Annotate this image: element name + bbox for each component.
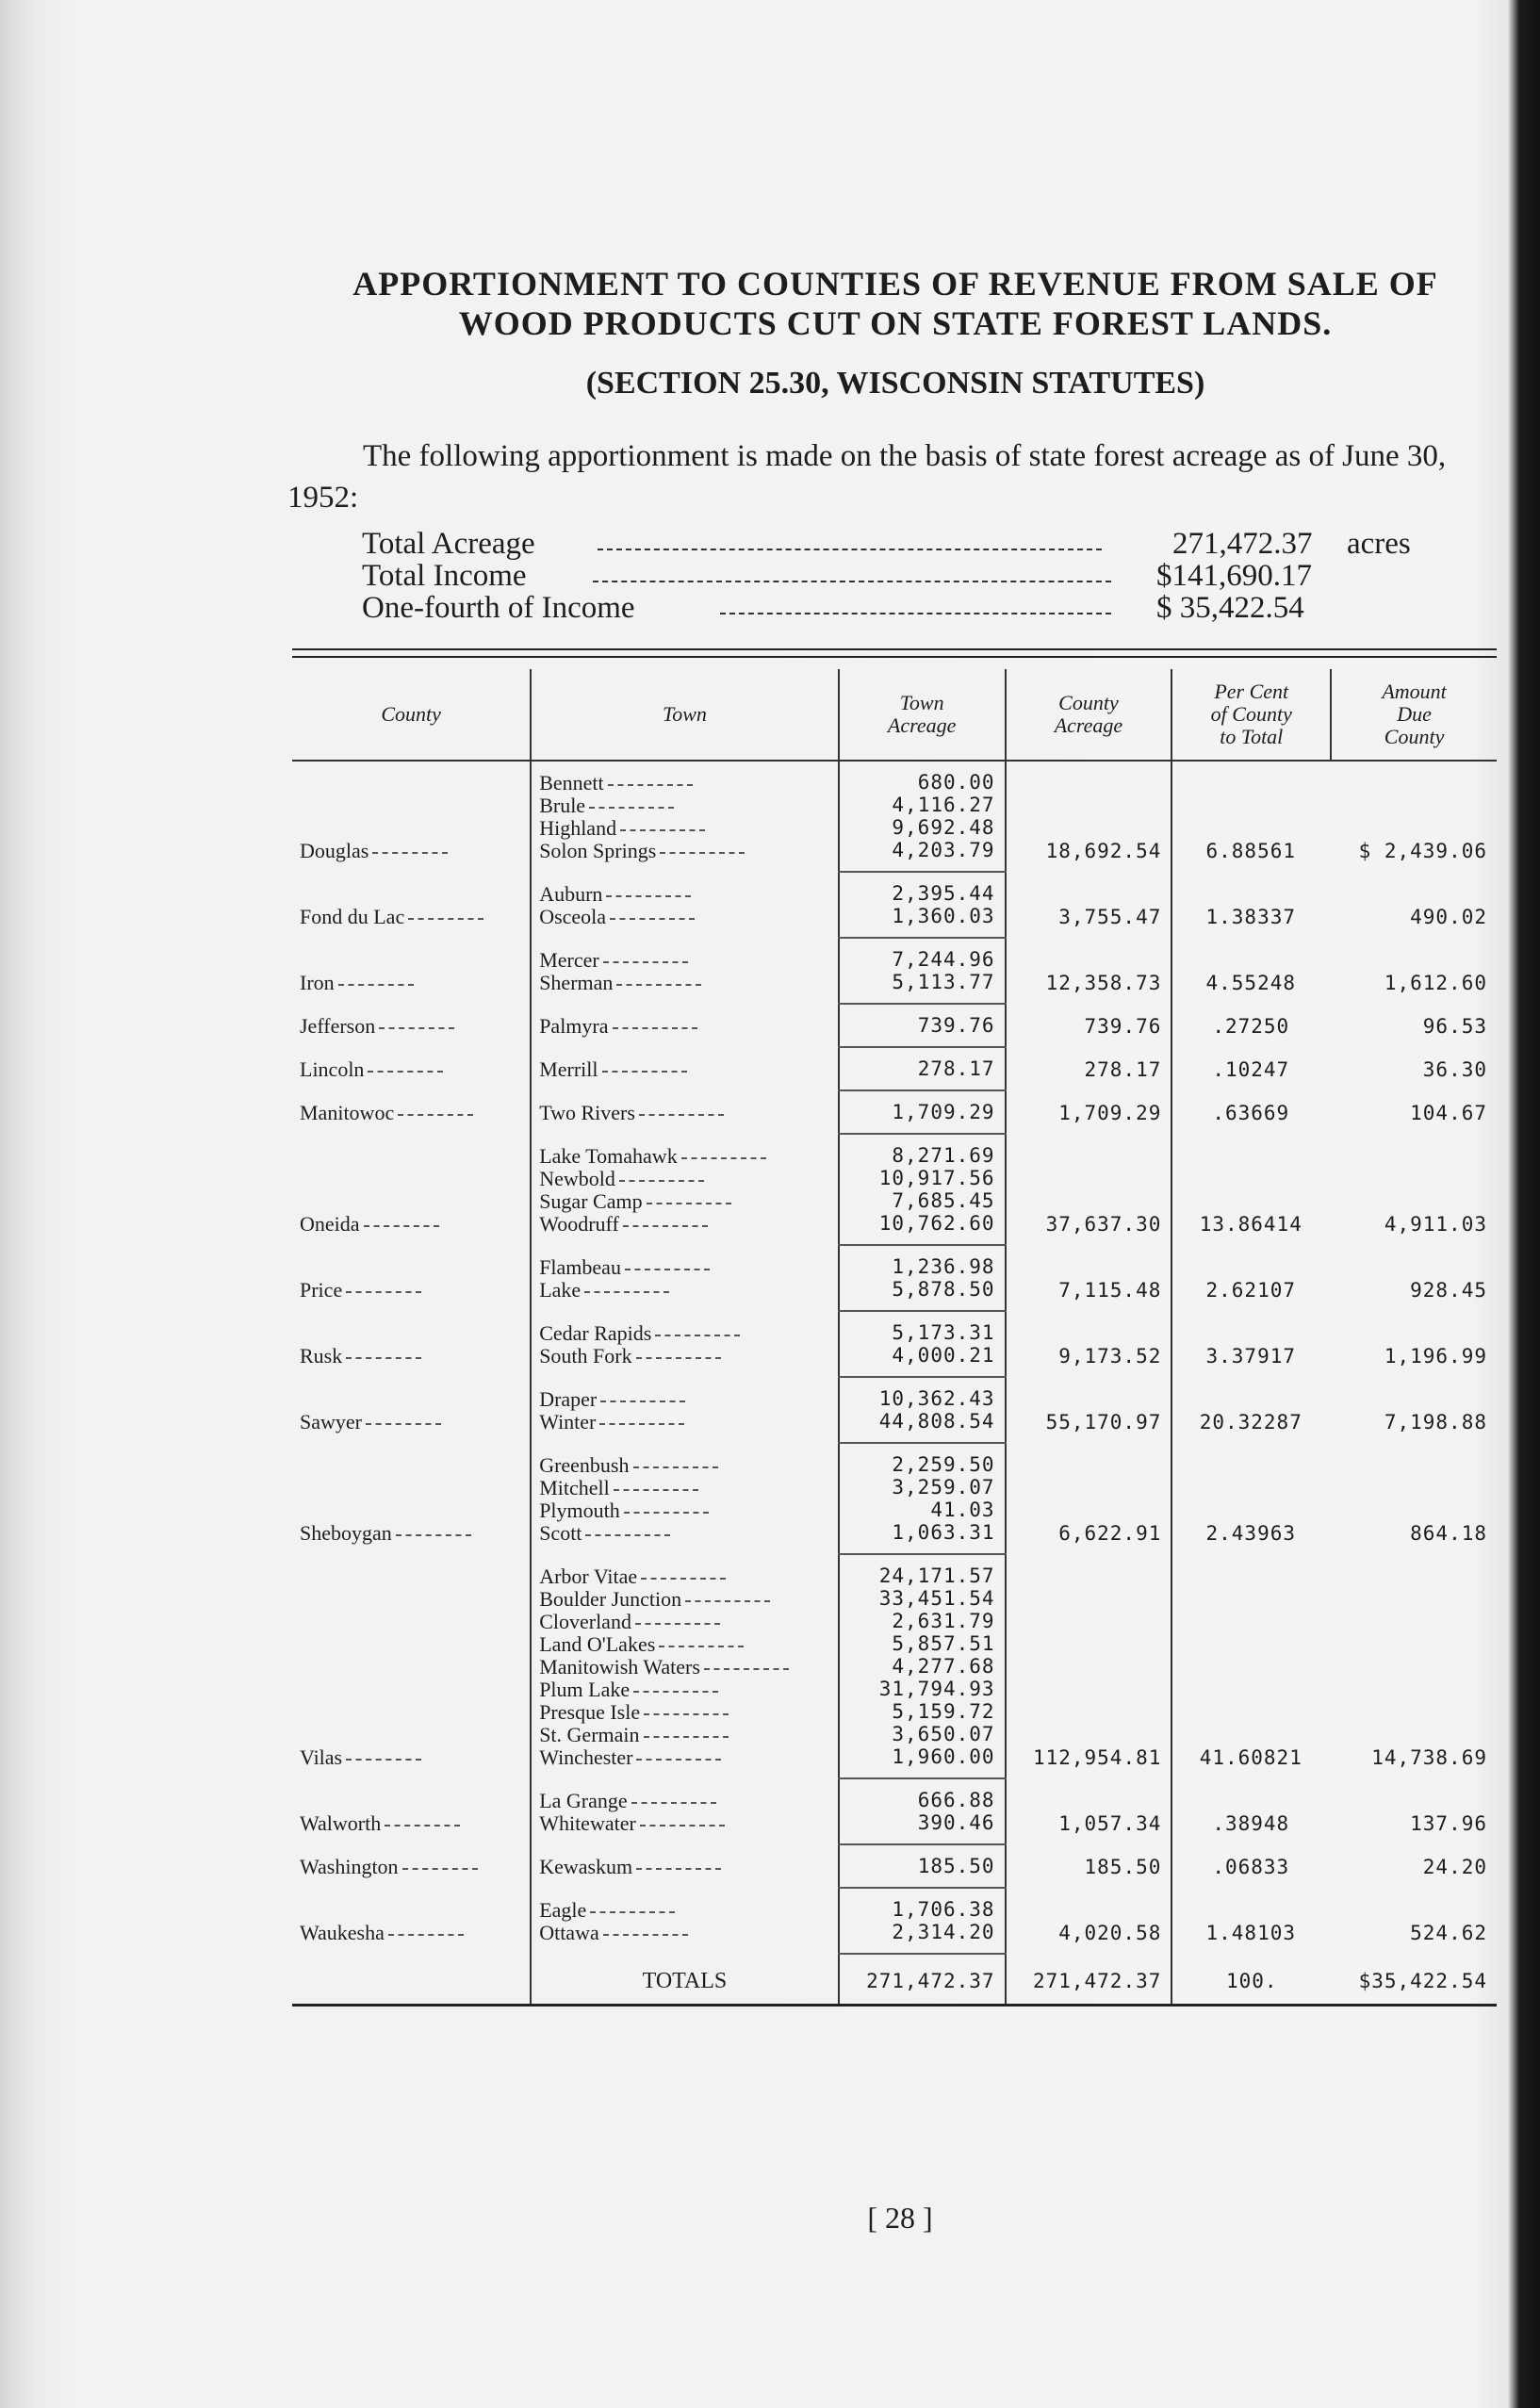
- county-name: Fond du Lac: [300, 905, 483, 928]
- town-name: Cedar Rapids: [539, 1322, 828, 1345]
- county-acreage-cell: 12,358.73: [1006, 938, 1172, 1004]
- town-name: Flambeau: [539, 1256, 828, 1279]
- town-name: Cloverland: [539, 1611, 828, 1633]
- county-cell: [292, 1311, 531, 1377]
- town-acreage-value: 278.17: [917, 1057, 995, 1080]
- total-acreage-label: Total Acreage: [362, 527, 535, 561]
- county-cell: [292, 1778, 531, 1844]
- county-name: Waukesha: [300, 1921, 464, 1944]
- county-name: Price: [300, 1278, 421, 1302]
- amount-due-cell: $ 2,439.06: [1358, 840, 1487, 862]
- county-cell: [292, 1554, 531, 1778]
- apportionment-table: [292, 669, 1497, 2007]
- per-cent-cell: 13.86414: [1171, 1134, 1331, 1245]
- town-name: Ottawa: [539, 1922, 828, 1944]
- town-acreage-cell: [839, 1844, 1006, 1888]
- table-body: [292, 761, 1497, 2006]
- table-row: [292, 1554, 1497, 1778]
- county-name: Vilas: [300, 1745, 421, 1769]
- amount-due-cell: 96.53: [1422, 1015, 1487, 1038]
- amount-due-cell: 928.45: [1410, 1279, 1487, 1302]
- town-acreage-value: 3,259.07: [892, 1476, 995, 1499]
- totals-per-cent: 100.: [1171, 1954, 1331, 2006]
- table-row: [292, 1311, 1497, 1377]
- town-name: St. Germain: [539, 1724, 828, 1746]
- town-acreage-value: 1,360.03: [892, 905, 995, 927]
- town-name: Woodruff: [539, 1213, 828, 1236]
- town-cell: [531, 1554, 839, 1778]
- town-acreage-cell: [839, 1047, 1006, 1090]
- town-name: Draper: [539, 1388, 828, 1411]
- totals-row: [292, 1954, 1497, 2006]
- table-row: [292, 1778, 1497, 1844]
- county-acreage-cell: 6,622.91: [1006, 1443, 1172, 1554]
- county-cell: [292, 1443, 531, 1554]
- summary-total-acreage: [362, 528, 1455, 560]
- town-cell: [531, 1311, 839, 1377]
- per-cent-cell: 20.32287: [1171, 1377, 1331, 1443]
- county-acreage-cell: 4,020.58: [1006, 1888, 1172, 1954]
- town-name: Manitowish Waters: [539, 1656, 828, 1679]
- town-name: Eagle: [539, 1899, 828, 1922]
- header-county: County: [292, 669, 531, 761]
- amount-due-cell: 36.30: [1422, 1058, 1487, 1081]
- town-name: Winter: [539, 1411, 828, 1433]
- totals-label: TOTALS: [531, 1954, 839, 2006]
- one-fourth-value: $ 35,422.54: [1156, 591, 1304, 625]
- county-cell: [292, 1844, 531, 1888]
- county-acreage-cell: 739.76: [1006, 1004, 1172, 1047]
- county-cell: [292, 938, 531, 1004]
- total-acreage-unit: acres: [1347, 527, 1411, 561]
- county-name: Iron: [300, 971, 414, 994]
- totals-town-acreage: 271,472.37: [839, 1954, 1006, 2006]
- title-line-2: WOOD PRODUCTS CUT ON STATE FOREST LANDS.: [458, 304, 1333, 342]
- one-fourth-label: One-fourth of Income: [362, 591, 635, 625]
- county-name: Walworth: [300, 1811, 460, 1835]
- town-name: La Grange: [539, 1790, 828, 1812]
- town-name: Auburn: [539, 883, 828, 906]
- divider-rule-bottom: [292, 656, 1497, 658]
- town-name: Presque Isle: [539, 1701, 828, 1724]
- town-acreage-cell: [839, 1443, 1006, 1554]
- summary-block: [362, 528, 1455, 624]
- county-acreage-cell: 185.50: [1006, 1844, 1172, 1888]
- title-line-1: APPORTIONMENT TO COUNTIES OF REVENUE FROM SALE OF: [352, 265, 1438, 303]
- per-cent-cell: 41.60821: [1171, 1554, 1331, 1778]
- amount-due-cell: 524.62: [1410, 1922, 1487, 1944]
- town-name: Lake: [539, 1279, 828, 1302]
- town-acreage-value: 10,362.43: [878, 1387, 995, 1410]
- county-acreage-cell: 1,057.34: [1006, 1778, 1172, 1844]
- county-cell: [292, 872, 531, 938]
- county-cell: [292, 1047, 531, 1090]
- county-acreage-cell: 278.17: [1006, 1047, 1172, 1090]
- town-acreage-value: 5,173.31: [892, 1321, 995, 1344]
- town-acreage-value: 1,063.31: [892, 1521, 995, 1544]
- county-name: Sawyer: [300, 1410, 441, 1433]
- town-acreage-value: 1,960.00: [892, 1745, 995, 1768]
- town-acreage-value: 390.46: [917, 1811, 995, 1834]
- divider-rule-top: [292, 648, 1497, 650]
- table-row: [292, 1134, 1497, 1245]
- town-name: Newbold: [539, 1168, 828, 1190]
- town-name: Mercer: [539, 949, 828, 972]
- per-cent-cell: .06833: [1171, 1844, 1331, 1888]
- town-acreage-value: 2,314.20: [892, 1921, 995, 1943]
- town-cell: [531, 1443, 839, 1554]
- totals-empty-cell: [292, 1954, 531, 2006]
- town-acreage-cell: [839, 1245, 1006, 1311]
- town-acreage-cell: [839, 1090, 1006, 1134]
- county-acreage-cell: 1,709.29: [1006, 1090, 1172, 1134]
- table-row: [292, 1443, 1497, 1554]
- town-acreage-value: 666.88: [917, 1789, 995, 1811]
- town-acreage-value: 2,259.50: [892, 1453, 995, 1476]
- town-acreage-value: 4,203.79: [892, 839, 995, 861]
- town-acreage-value: 5,113.77: [892, 971, 995, 993]
- per-cent-cell: 1.48103: [1171, 1888, 1331, 1954]
- town-acreage-value: 7,244.96: [892, 948, 995, 971]
- per-cent-cell: .63669: [1171, 1090, 1331, 1134]
- table-row: [292, 1090, 1497, 1134]
- town-acreage-cell: [839, 761, 1006, 872]
- town-acreage-value: 4,277.68: [892, 1655, 995, 1678]
- town-acreage-value: 5,857.51: [892, 1632, 995, 1655]
- section-heading: (SECTION 25.30, WISCONSIN STATUTES): [585, 366, 1205, 401]
- per-cent-cell: 4.55248: [1171, 938, 1331, 1004]
- total-income-label: Total Income: [362, 559, 527, 593]
- town-name: Bennett: [539, 772, 828, 794]
- town-cell: [531, 872, 839, 938]
- town-acreage-value: 4,000.21: [892, 1344, 995, 1367]
- town-name: Whitewater: [539, 1812, 828, 1835]
- town-name: Merrill: [539, 1058, 828, 1081]
- table-row: [292, 1245, 1497, 1311]
- header-town: Town: [531, 669, 839, 761]
- amount-due-cell: 1,612.60: [1384, 972, 1487, 994]
- town-name: Plum Lake: [539, 1679, 828, 1701]
- header-amount: Amount Due County: [1331, 669, 1497, 761]
- town-name: Highland: [539, 817, 828, 840]
- table-row: [292, 761, 1497, 872]
- amount-due-cell: 7,198.88: [1384, 1411, 1487, 1433]
- per-cent-cell: 1.38337: [1171, 872, 1331, 938]
- county-acreage-cell: 37,637.30: [1006, 1134, 1172, 1245]
- table-row: [292, 1047, 1497, 1090]
- town-cell: [531, 1047, 839, 1090]
- amount-due-cell: 104.67: [1410, 1102, 1487, 1124]
- county-acreage-cell: 112,954.81: [1006, 1554, 1172, 1778]
- town-acreage-value: 44,808.54: [878, 1410, 995, 1433]
- town-acreage-value: 1,709.29: [892, 1101, 995, 1123]
- town-name: Sherman: [539, 972, 828, 994]
- town-cell: [531, 1090, 839, 1134]
- county-acreage-cell: 55,170.97: [1006, 1377, 1172, 1443]
- town-cell: [531, 1778, 839, 1844]
- town-name: Arbor Vitae: [539, 1565, 828, 1588]
- county-name: Rusk: [300, 1344, 421, 1368]
- town-acreage-value: 1,236.98: [892, 1255, 995, 1278]
- table-header-row: [292, 669, 1497, 761]
- town-acreage-value: 2,631.79: [892, 1610, 995, 1632]
- county-name: Douglas: [300, 839, 448, 862]
- town-acreage-value: 5,878.50: [892, 1278, 995, 1301]
- amount-due-cell: 137.96: [1410, 1812, 1487, 1835]
- total-income-value: $141,690.17: [1156, 559, 1312, 593]
- town-acreage-cell: [839, 1554, 1006, 1778]
- county-name: Jefferson: [300, 1014, 454, 1038]
- summary-one-fourth: [362, 592, 1455, 624]
- town-name: Plymouth: [539, 1499, 828, 1522]
- town-acreage-value: 10,917.56: [878, 1167, 995, 1189]
- amount-due-cell: 14,738.69: [1371, 1746, 1487, 1769]
- town-acreage-value: 680.00: [917, 771, 995, 794]
- town-acreage-cell: [839, 1134, 1006, 1245]
- totals-amount: $35,422.54: [1331, 1954, 1497, 2006]
- town-name: Palmyra: [539, 1015, 828, 1038]
- town-acreage-value: 4,116.27: [892, 794, 995, 816]
- table-row: [292, 938, 1497, 1004]
- town-name: South Fork: [539, 1345, 828, 1368]
- town-name: Lake Tomahawk: [539, 1145, 828, 1168]
- town-acreage-cell: [839, 938, 1006, 1004]
- town-acreage-value: 9,692.48: [892, 816, 995, 839]
- amount-due-cell: 24.20: [1422, 1856, 1487, 1878]
- town-acreage-value: 739.76: [917, 1014, 995, 1037]
- town-acreage-cell: [839, 872, 1006, 938]
- per-cent-cell: .27250: [1171, 1004, 1331, 1047]
- town-acreage-cell: [839, 1778, 1006, 1844]
- town-acreage-value: 33,451.54: [878, 1587, 995, 1610]
- table-row: [292, 1377, 1497, 1443]
- town-acreage-cell: [839, 1311, 1006, 1377]
- town-name: Solon Springs: [539, 840, 828, 862]
- town-name: Scott: [539, 1522, 828, 1545]
- town-acreage-value: 1,706.38: [892, 1898, 995, 1921]
- town-name: Kewaskum: [539, 1856, 828, 1878]
- town-name: Greenbush: [539, 1454, 828, 1477]
- town-acreage-value: 3,650.07: [892, 1723, 995, 1745]
- town-cell: [531, 938, 839, 1004]
- amount-due-cell: 1,196.99: [1384, 1345, 1487, 1368]
- amount-due-cell: 490.02: [1410, 906, 1487, 928]
- town-acreage-value: 185.50: [917, 1855, 995, 1877]
- town-cell: [531, 1004, 839, 1047]
- town-cell: [531, 1377, 839, 1443]
- town-acreage-value: 24,171.57: [878, 1564, 995, 1587]
- intro-paragraph: [287, 435, 1503, 518]
- town-acreage-cell: [839, 1004, 1006, 1047]
- totals-county-acreage: 271,472.37: [1006, 1954, 1172, 2006]
- county-acreage-cell: 18,692.54: [1006, 761, 1172, 872]
- town-name: Sugar Camp: [539, 1190, 828, 1213]
- table-row: [292, 1888, 1497, 1954]
- per-cent-cell: 2.43963: [1171, 1443, 1331, 1554]
- header-per-cent: Per Cent of County to Total: [1171, 669, 1331, 761]
- town-acreage-cell: [839, 1888, 1006, 1954]
- summary-total-income: [362, 560, 1455, 592]
- town-acreage-value: 7,685.45: [892, 1189, 995, 1212]
- county-acreage-cell: 7,115.48: [1006, 1245, 1172, 1311]
- amount-due-cell: 864.18: [1410, 1522, 1487, 1545]
- per-cent-cell: .38948: [1171, 1778, 1331, 1844]
- town-name: Osceola: [539, 906, 828, 928]
- county-name: Washington: [300, 1855, 478, 1878]
- county-acreage-cell: 9,173.52: [1006, 1311, 1172, 1377]
- town-cell: [531, 1245, 839, 1311]
- per-cent-cell: 2.62107: [1171, 1245, 1331, 1311]
- town-name: Two Rivers: [539, 1102, 828, 1124]
- town-acreage-value: 31,794.93: [878, 1678, 995, 1700]
- town-acreage-cell: [839, 1377, 1006, 1443]
- county-cell: [292, 1090, 531, 1134]
- per-cent-cell: .10247: [1171, 1047, 1331, 1090]
- town-name: Brule: [539, 794, 828, 817]
- town-cell: [531, 1844, 839, 1888]
- per-cent-cell: 6.88561: [1171, 761, 1331, 872]
- town-name: Boulder Junction: [539, 1588, 828, 1611]
- county-cell: [292, 761, 531, 872]
- town-acreage-value: 10,762.60: [878, 1212, 995, 1235]
- town-acreage-value: 41.03: [930, 1499, 995, 1521]
- amount-due-cell: 4,911.03: [1384, 1213, 1487, 1236]
- header-county-acreage: County Acreage: [1006, 669, 1172, 761]
- county-cell: [292, 1245, 531, 1311]
- town-name: Mitchell: [539, 1477, 828, 1499]
- county-name: Manitowoc: [300, 1101, 473, 1124]
- intro-text: The following apportionment is made on the basis of state forest acreage as of June 30, 1952:: [287, 439, 1447, 515]
- county-name: Lincoln: [300, 1057, 443, 1081]
- table-row: [292, 1844, 1497, 1888]
- town-cell: [531, 1888, 839, 1954]
- county-name: Sheboygan: [300, 1521, 471, 1545]
- town-acreage-value: 8,271.69: [892, 1144, 995, 1167]
- county-acreage-cell: 3,755.47: [1006, 872, 1172, 938]
- table-row: [292, 872, 1497, 938]
- county-cell: [292, 1004, 531, 1047]
- county-name: Oneida: [300, 1212, 439, 1236]
- county-cell: [292, 1134, 531, 1245]
- town-acreage-value: 5,159.72: [892, 1700, 995, 1723]
- header-town-acreage: Town Acreage: [839, 669, 1006, 761]
- page-number: [ 28 ]: [867, 2201, 933, 2235]
- town-cell: [531, 1134, 839, 1245]
- town-name: Winchester: [539, 1746, 828, 1769]
- total-acreage-value: 271,472.37: [1172, 527, 1313, 561]
- table-row: [292, 1004, 1497, 1047]
- town-name: Land O'Lakes: [539, 1633, 828, 1656]
- county-cell: [292, 1888, 531, 1954]
- per-cent-cell: 3.37917: [1171, 1311, 1331, 1377]
- town-cell: [531, 761, 839, 872]
- county-cell: [292, 1377, 531, 1443]
- town-acreage-value: 2,395.44: [892, 882, 995, 905]
